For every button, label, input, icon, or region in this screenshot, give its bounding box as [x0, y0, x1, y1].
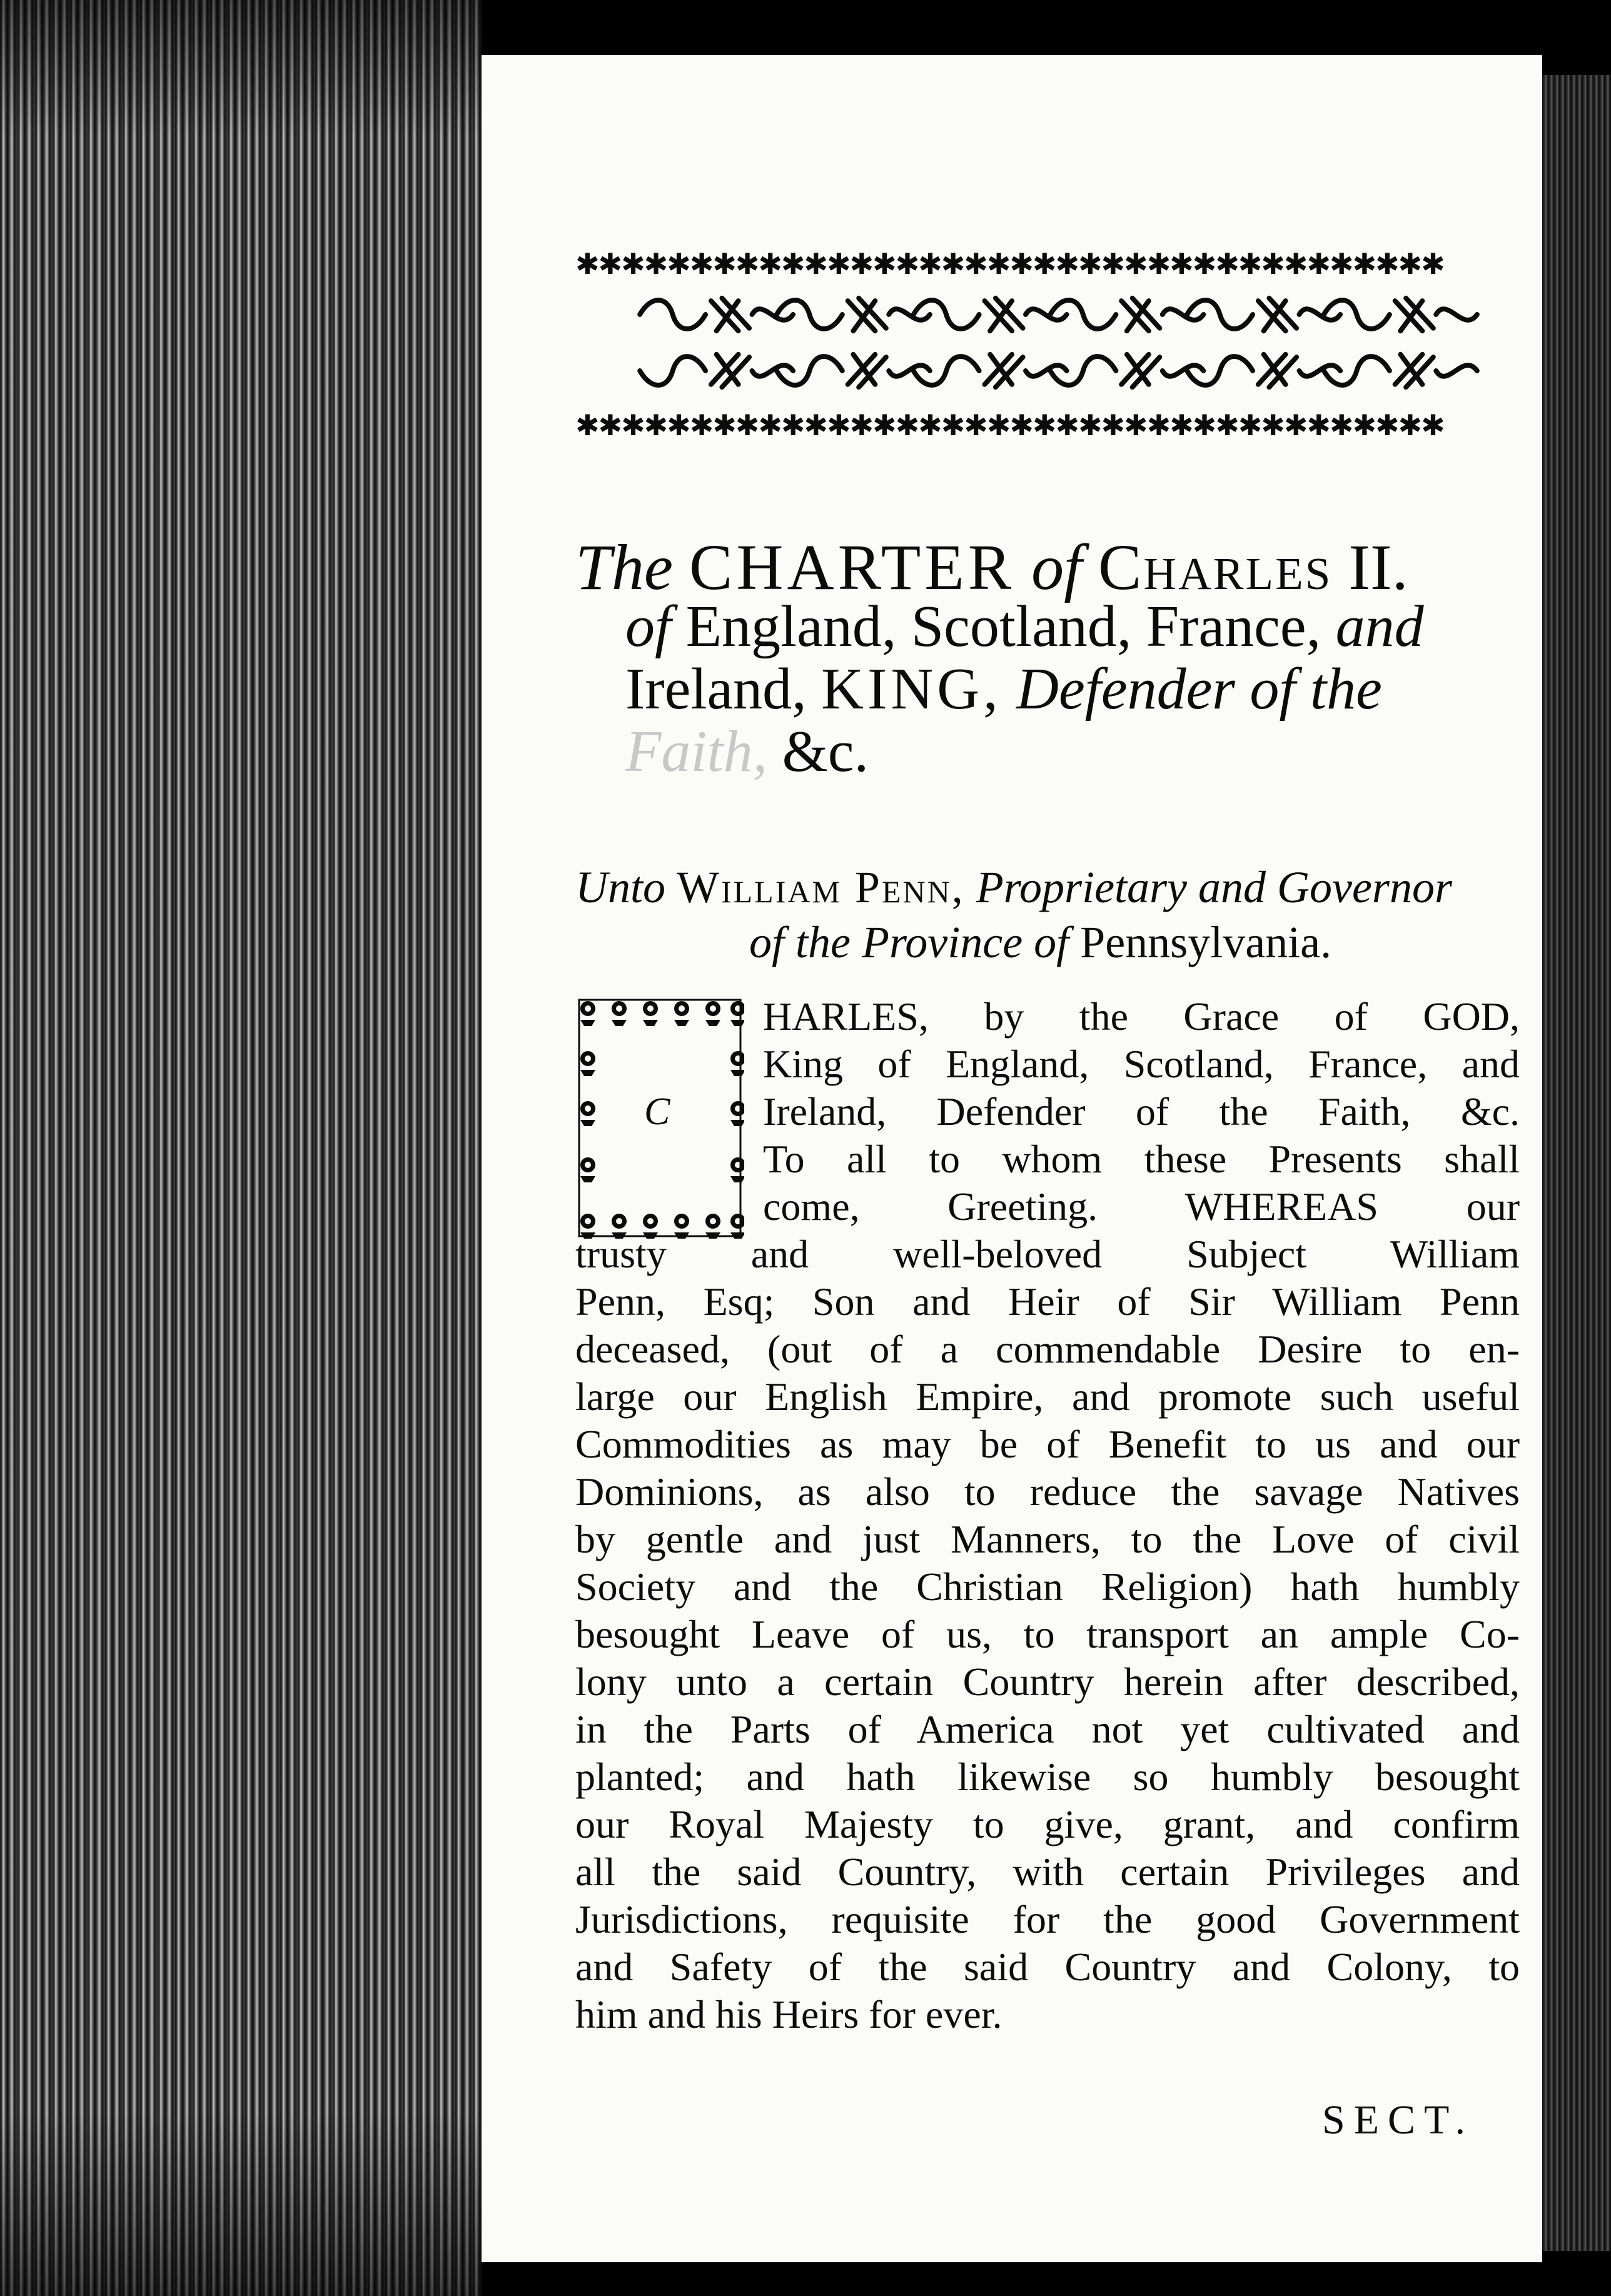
title-of-2: of — [625, 594, 672, 659]
body-line: come, Greeting. WHEREAS our — [763, 1184, 1520, 1229]
title-of: of — [1031, 531, 1083, 603]
body-line: To all to whom these Presents shall — [763, 1137, 1520, 1181]
body-line: Jurisdictions, requisite for the good Government — [575, 1897, 1520, 1941]
book-page — [482, 55, 1542, 2262]
subtitle-line-2 — [749, 917, 1331, 969]
body-line: trusty and well-beloved Subject William — [575, 1232, 1520, 1276]
title-and: and — [1335, 594, 1424, 659]
body-line: Society and the Christian Religion) hath humbly — [575, 1564, 1520, 1609]
body-line: and Safety of the said Country and Colony, to — [575, 1945, 1520, 1989]
body-line: Commodities as may be of Benefit to us and our — [575, 1422, 1520, 1466]
subtitle-title: Proprietary and Governor — [976, 862, 1452, 912]
body-line: large our English Empire, and promote such useful — [575, 1374, 1520, 1419]
ornament-flourish-row-2 — [575, 349, 1520, 393]
title-charles: Charles — [1098, 531, 1333, 603]
body-line: deceased, (out of a commendable Desire to en- — [575, 1327, 1520, 1371]
title-line-2 — [625, 593, 1424, 660]
body-line: him and his Heirs for ever. — [575, 1992, 1002, 2037]
body-line: our Royal Majesty to give, grant, and confirm — [575, 1802, 1520, 1846]
subtitle-line-1 — [575, 862, 1452, 914]
title-line-4 — [625, 718, 869, 785]
ornamental-header — [575, 249, 1520, 499]
body-line: all the said Country, with certain Privileges and — [575, 1850, 1520, 1894]
subtitle-place: Pennsylvania. — [1080, 917, 1332, 967]
title-the: The — [575, 531, 673, 603]
body-line: by gentle and just Manners, to the Love of civil — [575, 1517, 1520, 1561]
catchword: SECT. — [1322, 2097, 1474, 2143]
subtitle-unto: Unto — [575, 862, 665, 912]
ornament-star-row-top: ✱✱✱✱✱✱✱✱✱✱✱✱✱✱✱✱✱✱✱✱✱✱✱✱✱✱✱✱✱✱✱✱✱✱✱✱✱✱ — [575, 249, 1444, 279]
ornament-flourish-row-1 — [575, 293, 1520, 336]
body-line: Penn, Esq; Son and Heir of Sir William Penn — [575, 1279, 1520, 1324]
body-line: Dominions, as also to reduce the savage Natives — [575, 1469, 1520, 1514]
title-faith: Faith, — [625, 719, 768, 784]
title-ii: II. — [1348, 531, 1408, 603]
ornament-star-row-bottom: ✱✱✱✱✱✱✱✱✱✱✱✱✱✱✱✱✱✱✱✱✱✱✱✱✱✱✱✱✱✱✱✱✱✱✱✱✱✱ — [575, 410, 1444, 440]
subtitle-name: William Penn, — [677, 862, 965, 912]
title-ireland: Ireland, — [625, 657, 807, 722]
subtitle-province: of the Province of — [749, 917, 1069, 967]
title-line-3 — [625, 655, 1382, 723]
body-line: lony unto a certain Country herein after described, — [575, 1659, 1520, 1704]
drop-cap-ornament — [575, 996, 744, 1240]
book-page-edge — [0, 0, 482, 2296]
body-line: HARLES, by the Grace of GOD, — [763, 994, 1520, 1039]
title-defender: Defender of the — [1016, 657, 1382, 722]
body-line: planted; and hath likewise so humbly besought — [575, 1755, 1520, 1799]
next-page-edge — [1542, 75, 1611, 2251]
body-line: in the Parts of America not yet cultivated and — [575, 1707, 1520, 1751]
body-line: King of England, Scotland, France, and — [763, 1042, 1520, 1086]
title-king: KING, — [821, 657, 1002, 722]
title-countries: England, Scotland, France, — [685, 594, 1321, 659]
body-line: Ireland, Defender of the Faith, &c. — [763, 1089, 1520, 1134]
drop-cap-letter: C — [644, 1090, 670, 1133]
title-etc: &c. — [782, 719, 869, 784]
title-charter: CHARTER — [689, 531, 1016, 603]
body-line: besought Leave of us, to transport an ample Co- — [575, 1612, 1520, 1656]
